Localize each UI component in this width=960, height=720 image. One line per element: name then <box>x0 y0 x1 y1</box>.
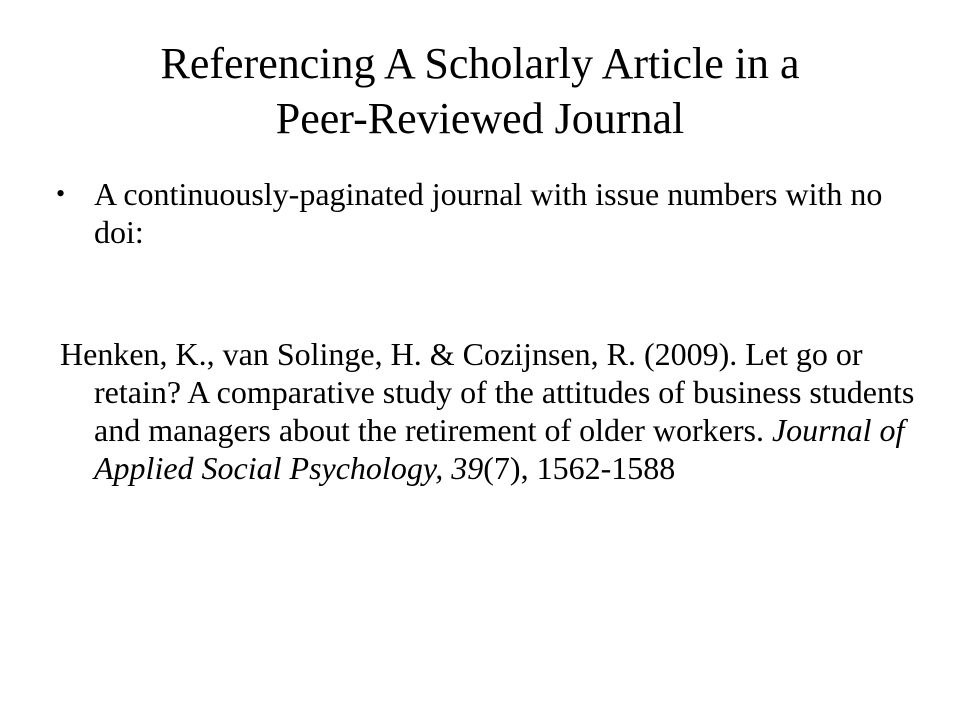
slide-title-line-2: Peer-Reviewed Journal <box>275 94 685 143</box>
slide-title <box>60 36 900 146</box>
reference-issue-pages: (7), 1562-1588 <box>483 450 676 486</box>
reference-citation <box>60 335 924 487</box>
reference-authors-title: Henken, K., van Solinge, H. & Cozijnsen, R. (2009). Let go or retain? A comparative study of the attitudes of business students and managers about the retirement of older workers. <box>60 336 915 448</box>
reference-journal: Journal of Applied Social Psychology, <box>94 412 905 486</box>
bullet-item <box>56 175 916 251</box>
reference-volume: 39 <box>451 450 484 486</box>
slide-title-line-1: Referencing A Scholarly Article in a <box>160 39 800 88</box>
bullet-text: A continuously-paginated journal with issue numbers with no doi: <box>94 176 883 250</box>
bullet-icon: • <box>56 179 66 208</box>
